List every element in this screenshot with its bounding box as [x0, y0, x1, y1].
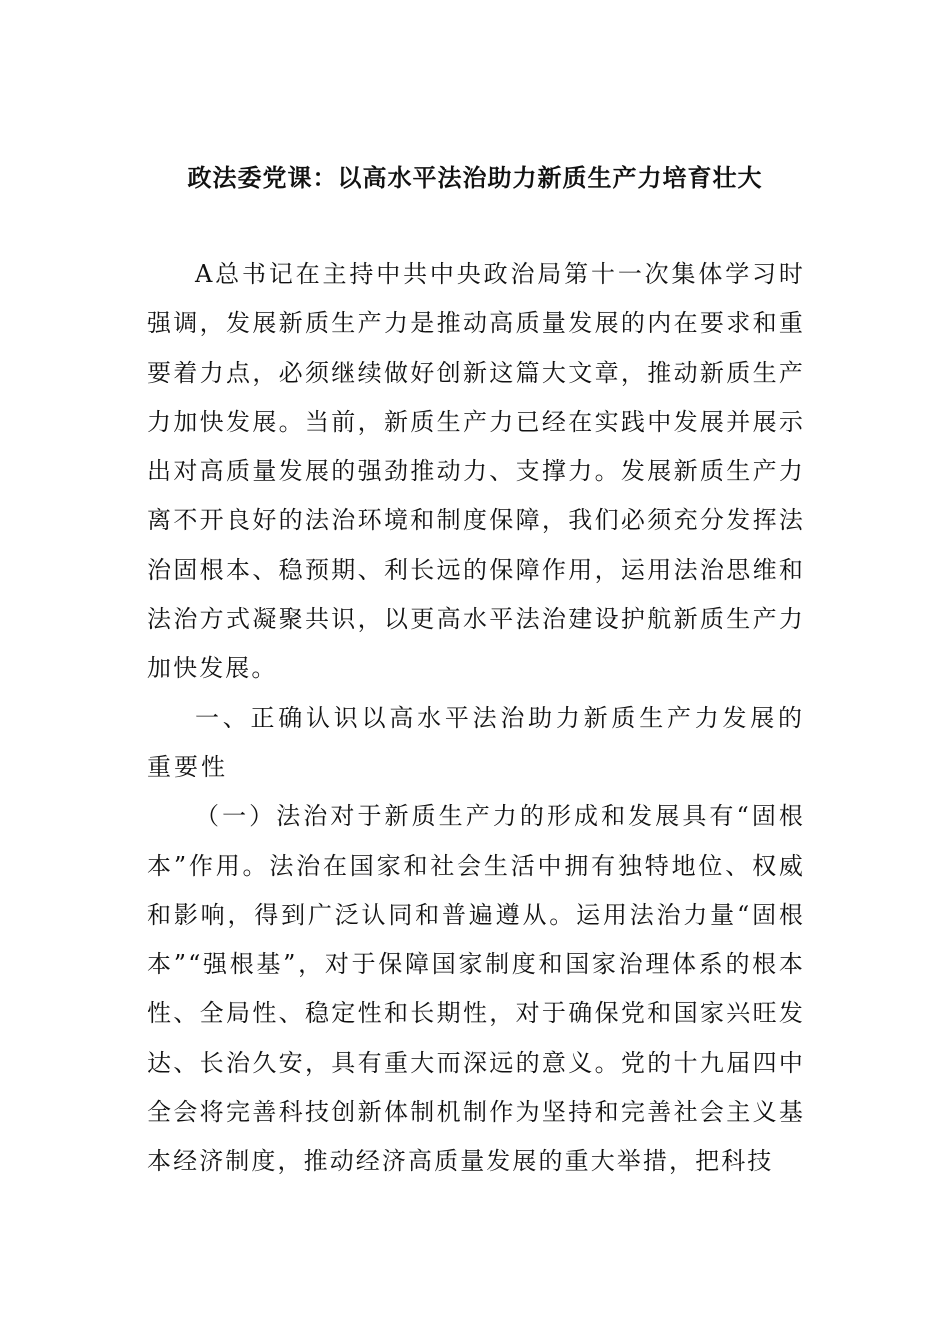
document-body [147, 250, 805, 1187]
paragraph-subsection-1: （一）法治对于新质生产力的形成和发展具有“固根本”作用。法治在国家和社会生活中拥有独特地位、权威和影响，得到广泛认同和普遍遵从。运用法治力量“固根本”“强根基”，对于保障国家制度和国家治理体系的根本性、全局性、稳定性和长期性，对于确保党和国家兴旺发达、长治久安，具有重大而深远的意义。党的十九届四中全会将完善科技创新体制机制作为坚持和完善社会主义基本经济制度，推动经济高质量发展的重大举措，把科技 [147, 802, 805, 1176]
paragraph-intro: A总书记在主持中共中央政治局第十一次集体学习时强调，发展新质生产力是推动高质量发展的内在要求和重要着力点，必须继续做好创新这篇大文章，推动新质生产力加快发展。当前，新质生产力已经在实践中发展并展示出对高质量发展的强劲推动力、支撑力。发展新质生产力离不开良好的法治环境和制度保障，我们必须充分发挥法治固根本、稳预期、利长远的保障作用，运用法治思维和法治方式凝聚共识，以更高水平法治建设护航新质生产力加快发展。 [147, 260, 805, 683]
document-title: 政法委党课：以高水平法治助力新质生产力培育壮大 [187, 163, 763, 192]
section-heading-1: 一、正确认识以高水平法治助力新质生产力发展的重要性 [147, 703, 805, 781]
